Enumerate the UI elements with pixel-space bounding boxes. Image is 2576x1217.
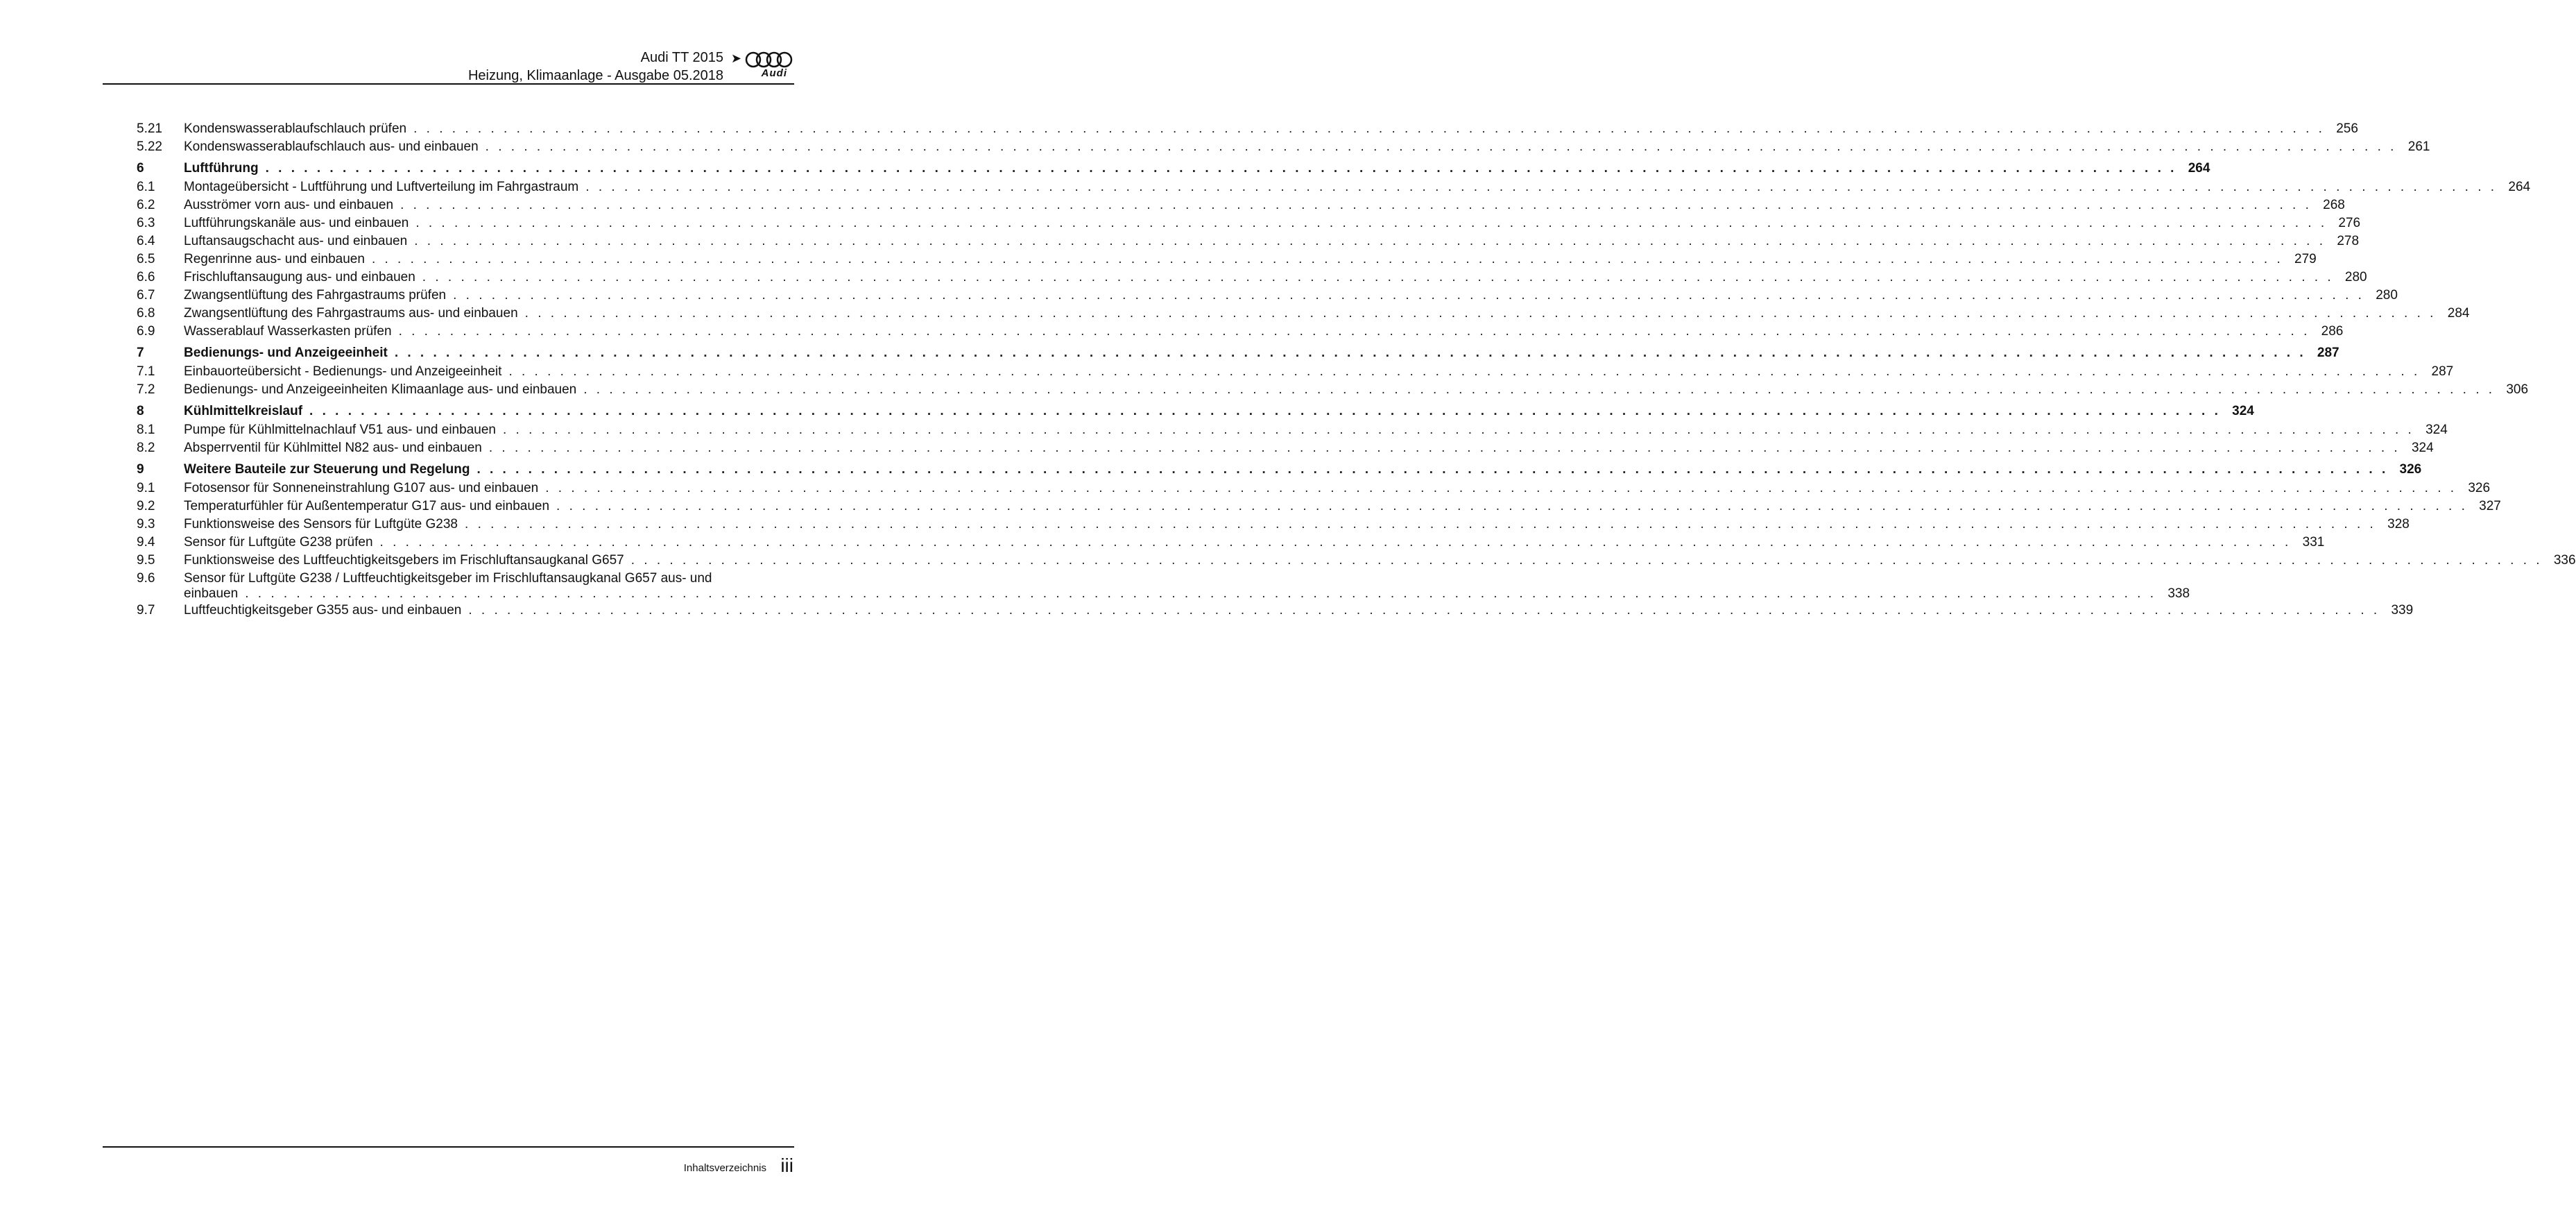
toc-entry-title: Fotosensor für Sonneneinstrahlung G107 aus- und einbauen — [184, 481, 539, 495]
toc-dot-leader — [525, 306, 2437, 321]
toc-entry-row[interactable] — [137, 382, 2529, 400]
toc-entry-number: 9.6 — [137, 571, 155, 586]
toc-entry-row[interactable] — [137, 603, 2414, 621]
toc-entry-row[interactable] — [137, 270, 2367, 288]
toc-entry-page: 338 — [2167, 586, 2190, 601]
toc-entry-number: 8.1 — [137, 423, 155, 437]
toc-entry-page: 256 — [2336, 121, 2358, 136]
toc-dot-leader — [583, 382, 2495, 398]
toc-entry-title: Luftführungskanäle aus- und einbauen — [184, 216, 409, 230]
toc-entry-row[interactable] — [137, 517, 2410, 535]
toc-entry-page: 279 — [2294, 252, 2317, 266]
footer-page-number: iii — [780, 1155, 793, 1176]
toc-entry-row[interactable] — [137, 481, 2491, 499]
toc-entry-number: 6.8 — [137, 306, 155, 321]
toc-entry-title: Einbauorteübersicht - Bedienungs- und Anzeigeeinheit — [184, 364, 502, 379]
toc-entry-number: 5.21 — [137, 121, 162, 136]
toc-entry-row[interactable] — [137, 499, 2501, 517]
toc-dot-leader — [486, 139, 2397, 155]
toc-entry-row[interactable] — [137, 571, 2190, 603]
toc-entry-title: Zwangsentlüftung des Fahrgastraums prüfen — [184, 288, 447, 303]
table-of-contents — [137, 121, 2576, 621]
toc-entry-number: 8 — [137, 404, 144, 418]
toc-entry-row[interactable] — [137, 180, 2531, 198]
toc-entry-number: 6 — [137, 161, 144, 176]
toc-entry-row[interactable] — [137, 553, 2576, 571]
toc-entry-page: 331 — [2302, 535, 2325, 550]
toc-entry-number: 6.5 — [137, 252, 155, 266]
toc-entry-row[interactable] — [137, 535, 2325, 553]
toc-dot-leader — [414, 234, 2326, 249]
toc-dot-leader — [465, 517, 2376, 532]
toc-entry-title: Weitere Bauteile zur Steuerung und Regelung — [184, 462, 470, 477]
toc-dot-leader — [545, 481, 2457, 496]
toc-entry-page: 324 — [2425, 423, 2448, 437]
toc-entry-row[interactable] — [137, 441, 2434, 459]
toc-entry-row[interactable] — [137, 121, 2358, 139]
toc-entry-page: 326 — [2468, 481, 2491, 495]
header-title-line1: Audi TT 2015 — [640, 50, 723, 65]
toc-entry-page: 326 — [2399, 462, 2422, 477]
toc-entry-page: 280 — [2376, 288, 2398, 303]
toc-entry-number: 9 — [137, 462, 144, 477]
toc-entry-row[interactable] — [137, 364, 2454, 382]
toc-entry-row[interactable] — [137, 216, 2361, 234]
toc-entry-title: Ausströmer vorn aus- und einbauen — [184, 198, 394, 212]
toc-entry-page: 261 — [2407, 139, 2430, 154]
toc-entry-row[interactable] — [137, 139, 2430, 158]
toc-entry-number: 6.9 — [137, 324, 155, 339]
toc-entry-number: 6.4 — [137, 234, 155, 248]
toc-dot-leader — [453, 288, 2364, 303]
toc-entry-title: Pumpe für Kühlmittelnachlauf V51 aus- und einbauen — [184, 423, 496, 437]
toc-entry-title: Bedienungs- und Anzeigeeinheit — [184, 346, 388, 360]
toc-chapter-row[interactable] — [137, 161, 2210, 180]
toc-dot-leader — [266, 161, 2177, 176]
toc-entry-page: 264 — [2188, 161, 2210, 176]
header-title-line2: Heizung, Klimaanlage - Ausgabe 05.2018 — [467, 68, 723, 83]
toc-entry-page: 284 — [2447, 306, 2470, 321]
toc-entry-page: 306 — [2506, 382, 2529, 397]
footer-divider — [103, 1146, 794, 1148]
toc-entry-title: Luftführung — [184, 161, 259, 176]
toc-entry-page: 268 — [2323, 198, 2345, 212]
toc-dot-leader — [476, 462, 2388, 477]
toc-entry-page: 336 — [2553, 553, 2576, 568]
toc-entry-title: Frischluftansaugung aus- und einbauen — [184, 270, 415, 284]
toc-entry-title: Luftansaugschacht aus- und einbauen — [184, 234, 408, 248]
toc-entry-number: 6.1 — [137, 180, 155, 194]
footer-label: Inhaltsverzeichnis — [683, 1162, 766, 1174]
toc-dot-leader — [585, 180, 2497, 195]
toc-entry-page: 287 — [2431, 364, 2454, 379]
toc-entry-page: 280 — [2344, 270, 2367, 284]
toc-entry-number: 7.2 — [137, 382, 155, 397]
toc-entry-row[interactable] — [137, 423, 2448, 441]
toc-entry-page: 286 — [2321, 324, 2344, 339]
toc-dot-leader — [309, 404, 2221, 419]
toc-entry-row[interactable] — [137, 252, 2317, 270]
toc-dot-leader — [508, 364, 2420, 380]
toc-entry-row[interactable] — [137, 288, 2398, 306]
toc-entry-title: Montageübersicht - Luftführung und Luftverteilung im Fahrgastraum — [184, 180, 579, 194]
toc-entry-title: Kondenswasserablaufschlauch prüfen — [184, 121, 407, 136]
toc-entry-title-continued: einbauen — [184, 586, 239, 601]
toc-entry-title: Funktionsweise des Sensors für Luftgüte G238 — [184, 517, 458, 531]
toc-entry-title: Wasserablauf Wasserkasten prüfen — [184, 324, 392, 339]
toc-entry-number: 9.3 — [137, 517, 155, 531]
toc-dot-leader — [468, 603, 2380, 618]
toc-entry-page: 339 — [2391, 603, 2414, 618]
toc-entry-row[interactable] — [137, 324, 2344, 342]
toc-dot-leader — [413, 121, 2325, 137]
toc-dot-leader — [399, 324, 2310, 339]
toc-entry-title: Kondenswasserablaufschlauch aus- und einbauen — [184, 139, 479, 154]
toc-dot-leader — [489, 441, 2401, 456]
toc-entry-number: 6.7 — [137, 288, 155, 303]
toc-entry-title: Sensor für Luftgüte G238 prüfen — [184, 535, 373, 550]
toc-entry-page: 276 — [2338, 216, 2361, 230]
toc-entry-number: 6.6 — [137, 270, 155, 284]
toc-dot-leader — [415, 216, 2327, 231]
toc-chapter-row[interactable] — [137, 404, 2254, 423]
toc-entry-title: Funktionsweise des Luftfeuchtigkeitsgebers im Frischluftansaugkanal G657 — [184, 553, 624, 568]
toc-chapter-row[interactable] — [137, 346, 2339, 364]
toc-entry-number: 5.22 — [137, 139, 162, 154]
toc-dot-leader — [556, 499, 2468, 514]
toc-entry-page: 324 — [2411, 441, 2434, 455]
toc-entry-number: 6.2 — [137, 198, 155, 212]
toc-entry-number: 7.1 — [137, 364, 155, 379]
page-header — [103, 49, 794, 85]
toc-entry-page: 287 — [2317, 346, 2339, 360]
toc-entry-page: 278 — [2337, 234, 2360, 248]
toc-dot-leader — [245, 586, 2156, 602]
toc-entry-number: 9.5 — [137, 553, 155, 568]
toc-entry-title: Kühlmittelkreislauf — [184, 404, 303, 418]
toc-entry-page: 264 — [2508, 180, 2531, 194]
toc-entry-title: Zwangsentlüftung des Fahrgastraums aus- und einbauen — [184, 306, 518, 321]
toc-entry-row[interactable] — [137, 306, 2470, 324]
toc-entry-number: 9.2 — [137, 499, 155, 513]
audi-logo-text: Audi — [761, 67, 787, 79]
toc-entry-title: Bedienungs- und Anzeigeeinheiten Klimaanlage aus- und einbauen — [184, 382, 577, 397]
toc-entry-page: 327 — [2479, 499, 2501, 513]
toc-dot-leader — [422, 270, 2334, 285]
toc-entry-row[interactable] — [137, 234, 2360, 252]
toc-entry-page: 328 — [2387, 517, 2410, 531]
toc-entry-title: Sensor für Luftgüte G238 / Luftfeuchtigkeitsgeber im Frischluftansaugkanal G657 aus- und — [184, 571, 712, 586]
toc-entry-title: Luftfeuchtigkeitsgeber G355 aus- und einbauen — [184, 603, 462, 618]
toc-dot-leader — [372, 252, 2283, 267]
toc-chapter-row[interactable] — [137, 462, 2422, 481]
toc-dot-leader — [400, 198, 2312, 213]
toc-entry-number: 6.3 — [137, 216, 155, 230]
toc-entry-row[interactable] — [137, 198, 2345, 216]
toc-entry-page: 324 — [2232, 404, 2254, 418]
toc-dot-leader — [395, 346, 2306, 361]
toc-entry-number: 7 — [137, 346, 144, 360]
toc-entry-title: Regenrinne aus- und einbauen — [184, 252, 365, 266]
toc-dot-leader — [503, 423, 2414, 438]
toc-dot-leader — [380, 535, 2292, 550]
header-divider — [103, 83, 794, 85]
toc-entry-title: Temperaturfühler für Außentemperatur G17 aus- und einbauen — [184, 499, 550, 513]
toc-dot-leader — [631, 553, 2543, 568]
toc-entry-title: Absperrventil für Kühlmittel N82 aus- und einbauen — [184, 441, 482, 455]
toc-entry-number: 9.7 — [137, 603, 155, 618]
toc-entry-number: 8.2 — [137, 441, 155, 455]
toc-entry-number: 9.1 — [137, 481, 155, 495]
arrow-icon: ➤ — [730, 51, 741, 65]
toc-entry-number: 9.4 — [137, 535, 155, 550]
